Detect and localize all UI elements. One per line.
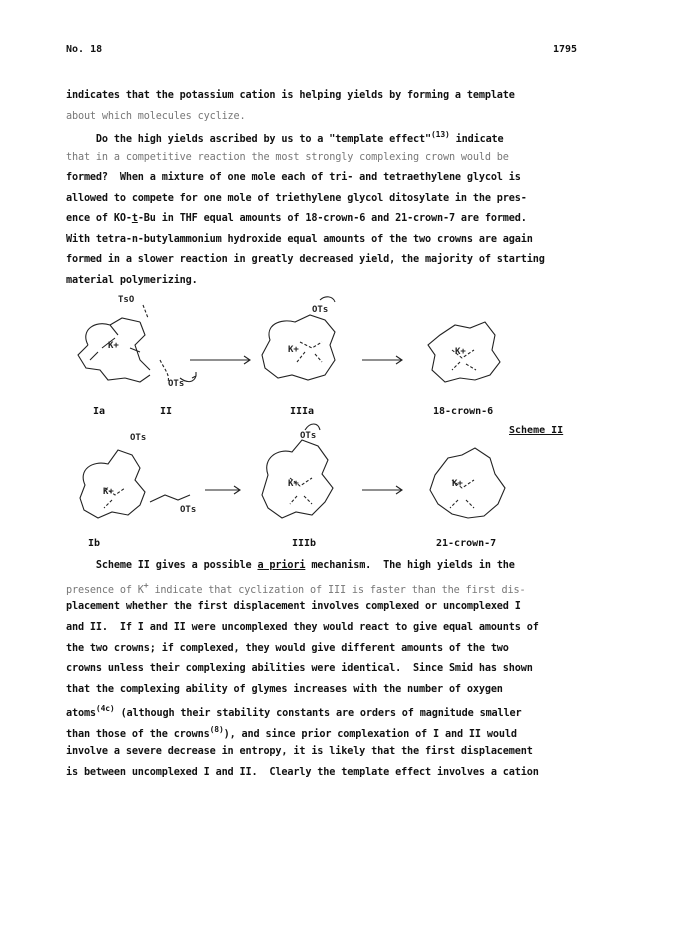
body-line: placement whether the first displacement involves complexed or uncomplexed I	[66, 601, 521, 612]
label-18-crown-6: 18-crown-6	[433, 406, 494, 417]
body-line: formed in a slower reaction in greatly decreased yield, the majority of starting	[66, 254, 545, 265]
citation: (13)	[431, 130, 450, 139]
body-line: indicates that the potassium cation is helping yields by forming a template	[66, 90, 515, 101]
label-ii: II	[160, 406, 173, 417]
body-line: and II. If I and II were uncomplexed they would react to give equal amounts of	[66, 622, 539, 633]
ots-label: OTs	[130, 433, 147, 443]
body-line: the two crowns; if complexed, they would give different amounts of the two	[66, 643, 509, 654]
k-plus-label: K+	[108, 341, 119, 351]
page-number: 1795	[553, 44, 578, 55]
label-ib: Ib	[88, 538, 101, 549]
label-ia: Ia	[93, 406, 106, 417]
k-plus-label: K+	[455, 347, 466, 357]
label-iiia: IIIa	[290, 406, 315, 417]
scheme-ii-diagram	[0, 290, 680, 560]
body-line: Scheme II gives a possible a priori mechanism. The high yields in the	[66, 560, 515, 571]
body-line: about which molecules cyclize.	[66, 111, 246, 122]
body-line: material polymerizing.	[66, 275, 198, 286]
body-line: ence of KO-t-Bu in THF equal amounts of 18-crown-6 and 21-crown-7 are formed.	[66, 213, 527, 224]
body-line: presence of K+ indicate that cyclization of III is faster than the first dis-	[66, 581, 526, 596]
ots-label: OTs	[300, 431, 317, 441]
body-line: allowed to compete for one mole of triethylene glycol ditosylate in the pres-	[66, 193, 527, 204]
body-line: crowns unless their complexing abilities were identical. Since Smid has shown	[66, 663, 533, 674]
journal-issue: No. 18	[66, 44, 103, 55]
body-line: than those of the crowns$^{(8)}$), and since prior complexation of I and II would	[66, 725, 517, 740]
ots-label: OTs	[312, 305, 329, 315]
scheme-label: Scheme II	[509, 425, 564, 436]
citation: (4c)	[95, 704, 115, 713]
body-line: is between uncomplexed I and II. Clearly the template effect involves a cation	[66, 767, 539, 778]
body-line: With tetra-n-butylammonium hydroxide equal amounts of the two crowns are again	[66, 234, 533, 245]
body-line: that the complexing ability of glymes increases with the number of oxygen	[66, 684, 503, 695]
citation: (8)	[209, 725, 224, 734]
k-plus-label: K+	[288, 345, 299, 355]
k-plus-label: K+	[452, 479, 463, 489]
ots-label: OTs	[180, 505, 197, 515]
label-iiib: IIIb	[292, 538, 317, 549]
body-line: that in a competitive reaction the most strongly complexing crown would be	[66, 152, 509, 163]
ts-o-label: TsO	[118, 295, 135, 305]
ots-label: OTs	[168, 379, 185, 389]
body-line: formed? When a mixture of one mole each of tri- and tetraethylene glycol is	[66, 172, 521, 183]
body-line: involve a severe decrease in entropy, it is likely that the first displacement	[66, 746, 533, 757]
label-21-crown-7: 21-crown-7	[436, 538, 497, 549]
body-line: atoms$^{(4c)}$ (although their stability constants are orders of magnitude smaller	[66, 704, 522, 719]
body-line: Do the high yields ascribed by us to a "template effect"$^{(13)}$ indicate	[66, 130, 504, 145]
k-plus-label: K+	[288, 479, 299, 489]
k-plus-label: K+	[103, 487, 114, 497]
